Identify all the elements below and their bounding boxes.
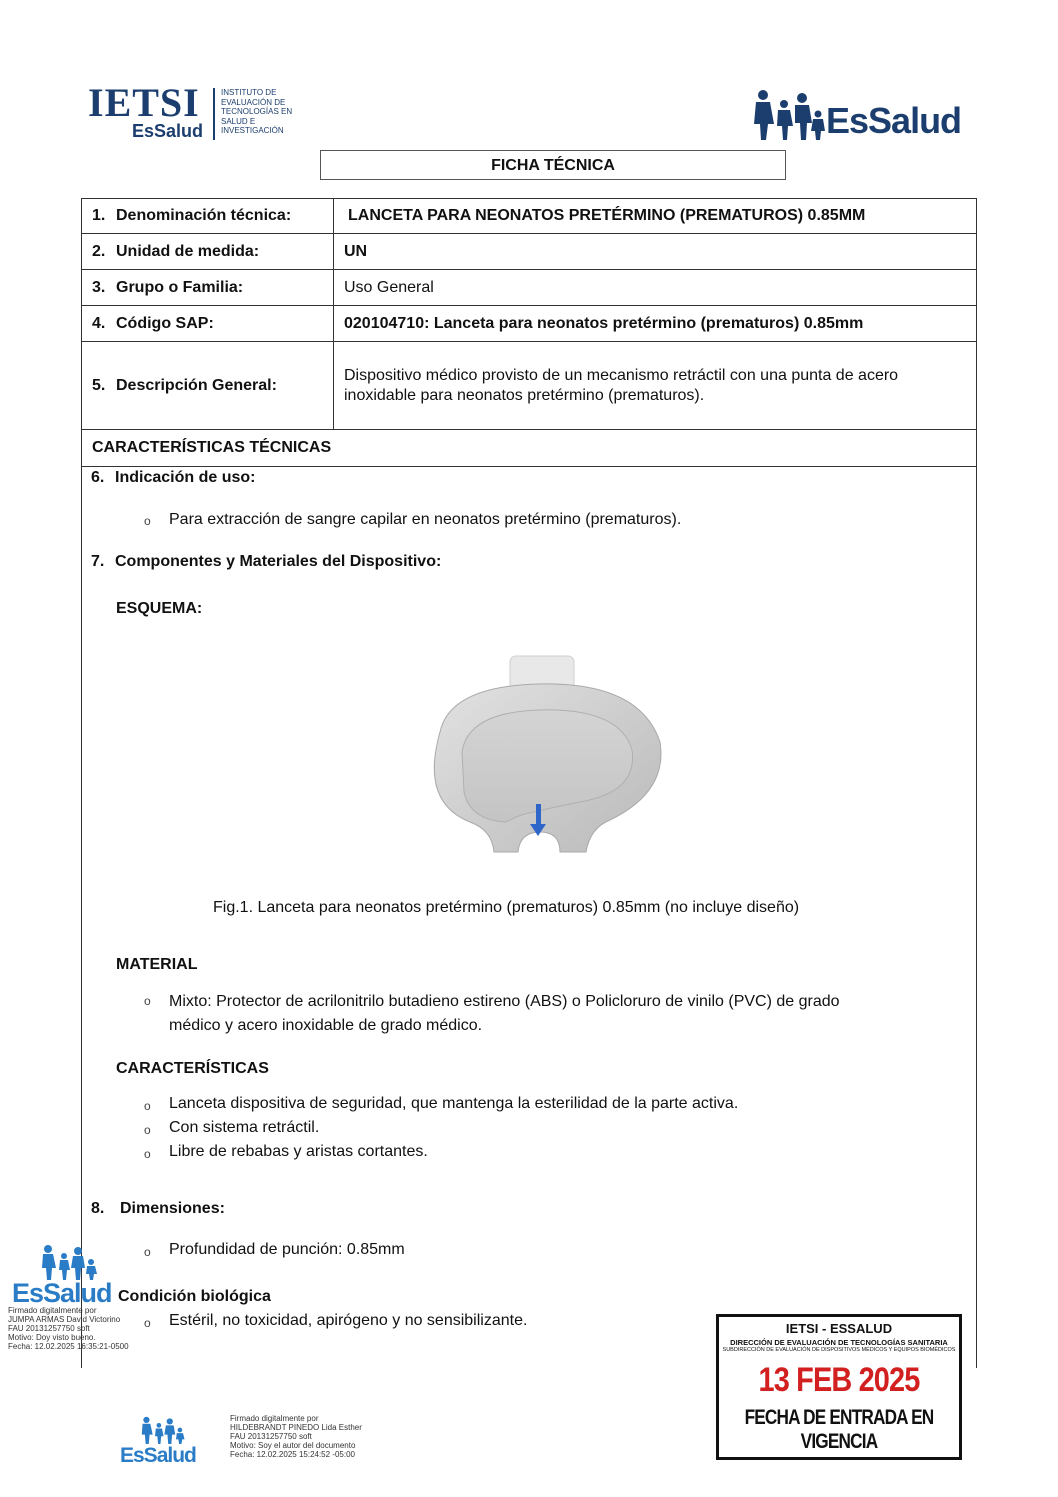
biological-condition-text: Estéril, no toxicidad, apirógeno y no sensibilizante. xyxy=(169,1312,528,1329)
signature-line: HILDEBRANDT PINEDO Lida Esther xyxy=(230,1423,362,1432)
material-line: Mixto: Protector de acrilonitrilo butadieno estireno (ABS) o Policloruro de vinilo (PVC) de grado xyxy=(169,993,840,1010)
section-header: CARACTERÍSTICAS TÉCNICAS xyxy=(82,430,977,467)
table-row xyxy=(82,270,977,306)
row-label xyxy=(82,234,334,270)
table-row xyxy=(82,342,977,430)
bullet-icon: o xyxy=(144,1316,151,1330)
ietsi-logo-divider xyxy=(213,88,215,140)
section-9-heading: Condición biológica xyxy=(118,1288,271,1305)
signature-line: Motivo: Doy visto bueno. xyxy=(8,1333,96,1342)
signature-line: Firmado digitalmente por xyxy=(8,1306,97,1315)
family-icon xyxy=(750,88,826,140)
material-text xyxy=(169,990,840,1038)
bullet-icon: o xyxy=(144,1123,151,1137)
signature-line: Fecha: 12.02.2025 15:24:52 -05:00 xyxy=(230,1450,355,1459)
ietsi-institute-line: EVALUACIÓN DE xyxy=(221,97,286,107)
ietsi-logo-main-text: IETSI xyxy=(88,80,200,125)
row-number: 2. xyxy=(92,242,106,260)
row-label xyxy=(82,342,334,430)
row-value: 020104710: Lanceta para neonatos pretérmino (prematuros) 0.85mm xyxy=(334,306,977,342)
list-item: Lanceta dispositiva de seguridad, que mantenga la esterilidad de la parte activa. xyxy=(169,1095,739,1112)
row-value: Dispositivo médico provisto de un mecanismo retráctil con una punta de acero inoxidable para neonatos pretérmino (prematuros). xyxy=(334,342,977,430)
material-heading: MATERIAL xyxy=(116,956,198,973)
row-label-text: Descripción General: xyxy=(116,376,277,394)
lancet-device-image xyxy=(410,652,670,862)
stamp-date: 13 FEB 2025 xyxy=(758,1361,920,1399)
stamp-caption: FECHA DE ENTRADA EN VIGENCIA xyxy=(744,1406,934,1453)
section-8-heading xyxy=(91,1200,225,1218)
bullet-icon: o xyxy=(144,994,151,1008)
row-label xyxy=(82,306,334,342)
signature-line: FAU 20131257750 soft xyxy=(8,1324,90,1333)
ietsi-institute-line: INSTITUTO DE xyxy=(221,88,277,97)
section-title: Indicación de uso: xyxy=(115,469,256,486)
stamp-subtitle-2: SUBDIRECCIÓN DE EVALUACIÓN DE DISPOSITIVOS MÉDICOS Y EQUIPOS BIOMÉDICOS xyxy=(722,1347,956,1353)
row-value: LANCETA PARA NEONATOS PRETÉRMINO (PREMATUROS) 0.85MM xyxy=(334,199,977,234)
bullet-icon: o xyxy=(144,1099,151,1113)
ietsi-institute-line: TECNOLOGÍAS EN xyxy=(221,107,293,116)
validity-stamp xyxy=(716,1314,962,1460)
family-icon xyxy=(138,1416,186,1444)
row-value: Uso General xyxy=(334,270,977,306)
signature-line: Fecha: 12.02.2025 16:35:21-0500 xyxy=(8,1342,129,1351)
row-label-text: Grupo o Familia: xyxy=(116,278,244,296)
row-label-text: Código SAP: xyxy=(116,314,214,332)
stamp-subtitle: DIRECCIÓN DE EVALUACIÓN DE TECNOLOGÍAS SANITARIA xyxy=(730,1338,948,1347)
essalud-brand-text: EsSalud xyxy=(826,100,962,141)
row-value: UN xyxy=(334,234,977,270)
list-item: Libre de rebabas y aristas cortantes. xyxy=(169,1143,428,1160)
document-title: FICHA TÉCNICA xyxy=(320,150,786,180)
ietsi-institute-line: SALUD E xyxy=(221,116,256,126)
ietsi-logo xyxy=(88,80,303,144)
table-row xyxy=(82,430,977,467)
signature-details xyxy=(8,1306,129,1351)
section-6-heading xyxy=(91,469,255,487)
dimension-text: Profundidad de punción: 0.85mm xyxy=(169,1241,405,1258)
bullet-icon: o xyxy=(144,1245,151,1259)
signature-line: Motivo: Soy el autor del documento xyxy=(230,1441,356,1450)
figure-caption: Fig.1. Lanceta para neonatos pretérmino (prematuros) 0.85mm (no incluye diseño) xyxy=(213,899,800,916)
ietsi-institute-text xyxy=(221,88,321,136)
signature-line: Firmado digitalmente por xyxy=(230,1414,319,1423)
esquema-label: ESQUEMA: xyxy=(116,600,203,617)
section-number: 8. xyxy=(91,1200,105,1217)
signature-line: FAU 20131257750 soft xyxy=(230,1432,312,1441)
row-number: 1. xyxy=(92,207,106,224)
essalud-signature-brand: EsSalud xyxy=(120,1444,196,1467)
row-number: 4. xyxy=(92,314,106,332)
row-label xyxy=(82,199,334,234)
family-icon xyxy=(38,1244,98,1280)
material-line: médico y acero inoxidable de grado médico. xyxy=(169,1017,483,1034)
section-title: Dimensiones: xyxy=(120,1200,225,1217)
row-number: 3. xyxy=(92,278,106,296)
section-number: 6. xyxy=(91,469,105,486)
table-row xyxy=(82,306,977,342)
table-row xyxy=(82,234,977,270)
bullet-icon: o xyxy=(144,514,151,528)
usage-bullet-text: Para extracción de sangre capilar en neonatos pretérmino (prematuros). xyxy=(169,511,682,528)
bullet-icon: o xyxy=(144,1147,151,1161)
ietsi-logo-sub-text: EsSalud xyxy=(132,121,204,141)
essalud-logo xyxy=(750,88,978,144)
section-title: Componentes y Materiales del Dispositivo: xyxy=(115,553,442,570)
stamp-title: IETSI - ESSALUD xyxy=(785,1321,893,1336)
signature-line: JUMPA ARMAS David Victorino xyxy=(8,1315,121,1324)
row-label-text: Unidad de medida: xyxy=(116,242,260,260)
section-number: 7. xyxy=(91,553,105,570)
info-table xyxy=(81,198,977,467)
caracteristicas-heading: CARACTERÍSTICAS xyxy=(116,1060,269,1077)
list-item: Con sistema retráctil. xyxy=(169,1119,320,1136)
row-number: 5. xyxy=(92,376,106,394)
table-row xyxy=(82,199,977,234)
section-7-heading xyxy=(91,553,441,571)
ietsi-institute-line: INVESTIGACIÓN xyxy=(221,126,284,135)
signature-details xyxy=(230,1414,362,1459)
essalud-signature-brand: EsSalud xyxy=(12,1278,112,1308)
row-label xyxy=(82,270,334,306)
row-label-text: Denominación técnica: xyxy=(116,207,292,224)
digital-signature-2 xyxy=(120,1414,420,1474)
